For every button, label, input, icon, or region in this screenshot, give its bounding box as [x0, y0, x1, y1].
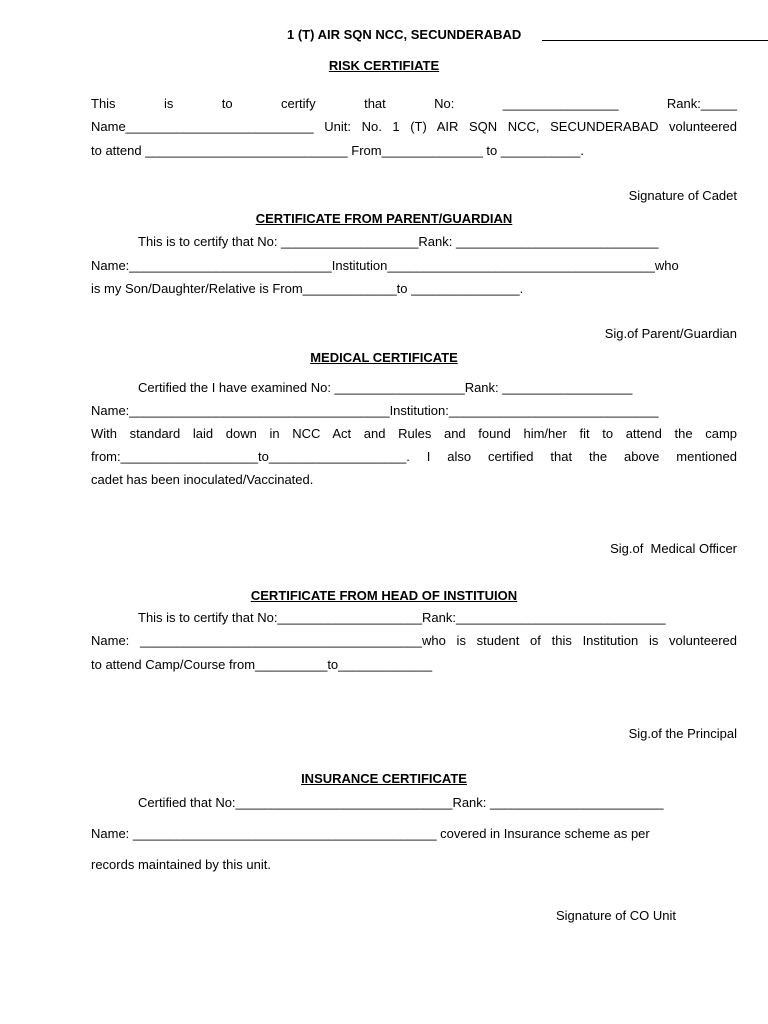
risk-line-2: Name__________________________ Unit: No. 1 (T) AIR SQN NCC, SECUNDERABAD volunteered [91, 119, 737, 134]
insurance-line-1: Certified that No:______________________________Rank: ________________________ [138, 795, 664, 810]
co-unit-signature: Signature of CO Unit [556, 908, 676, 923]
unit-title: 1 (T) AIR SQN NCC, SECUNDERABAD [287, 27, 522, 42]
cadet-signature: Signature of Cadet [628, 188, 737, 203]
parent-line-2: Name:____________________________Institution_____________________________________who [91, 258, 679, 273]
head-certificate-heading: CERTIFICATE FROM HEAD OF INSTITUION [250, 588, 518, 603]
parent-line-3: is my Son/Daughter/Relative is From_____________to _______________. [91, 281, 524, 296]
risk-line-1: This is to certify that No: ________________ Rank:_____ [91, 96, 737, 111]
medical-certificate-heading: MEDICAL CERTIFICATE [310, 350, 458, 365]
parent-certificate-heading: CERTIFICATE FROM PARENT/GUARDIAN [255, 211, 513, 226]
header-rule [542, 40, 768, 41]
medical-officer-signature: Sig.of Medical Officer [610, 541, 737, 556]
risk-certificate-heading: RISK CERTIFIATE [328, 58, 440, 73]
head-line-3: to attend Camp/Course from__________to_____________ [91, 657, 433, 672]
principal-signature: Sig.of the Principal [628, 726, 737, 741]
medical-line-2: Name:____________________________________Institution:_____________________________ [91, 403, 659, 418]
head-line-2: Name: _______________________________________who is student of this Institution is volunteered [91, 633, 737, 648]
insurance-line-3: records maintained by this unit. [91, 857, 271, 872]
risk-line-3: to attend ____________________________ From______________ to ___________. [91, 143, 585, 158]
medical-line-1: Certified the I have examined No: __________________Rank: __________________ [138, 380, 633, 395]
medical-line-3: With standard laid down in NCC Act and Rules and found him/her fit to attend the camp [91, 426, 737, 441]
parent-signature: Sig.of Parent/Guardian [604, 326, 737, 341]
parent-line-1: This is to certify that No: ___________________Rank: ____________________________ [138, 234, 659, 249]
insurance-certificate-heading: INSURANCE CERTIFICATE [301, 771, 467, 786]
insurance-line-2: Name: __________________________________________ covered in Insurance scheme as per [91, 826, 650, 841]
medical-line-4: from:___________________to___________________. I also certified that the above mentioned [91, 449, 737, 464]
medical-line-5: cadet has been inoculated/Vaccinated. [91, 472, 314, 487]
head-line-1: This is to certify that No:____________________Rank:_____________________________ [138, 610, 666, 625]
